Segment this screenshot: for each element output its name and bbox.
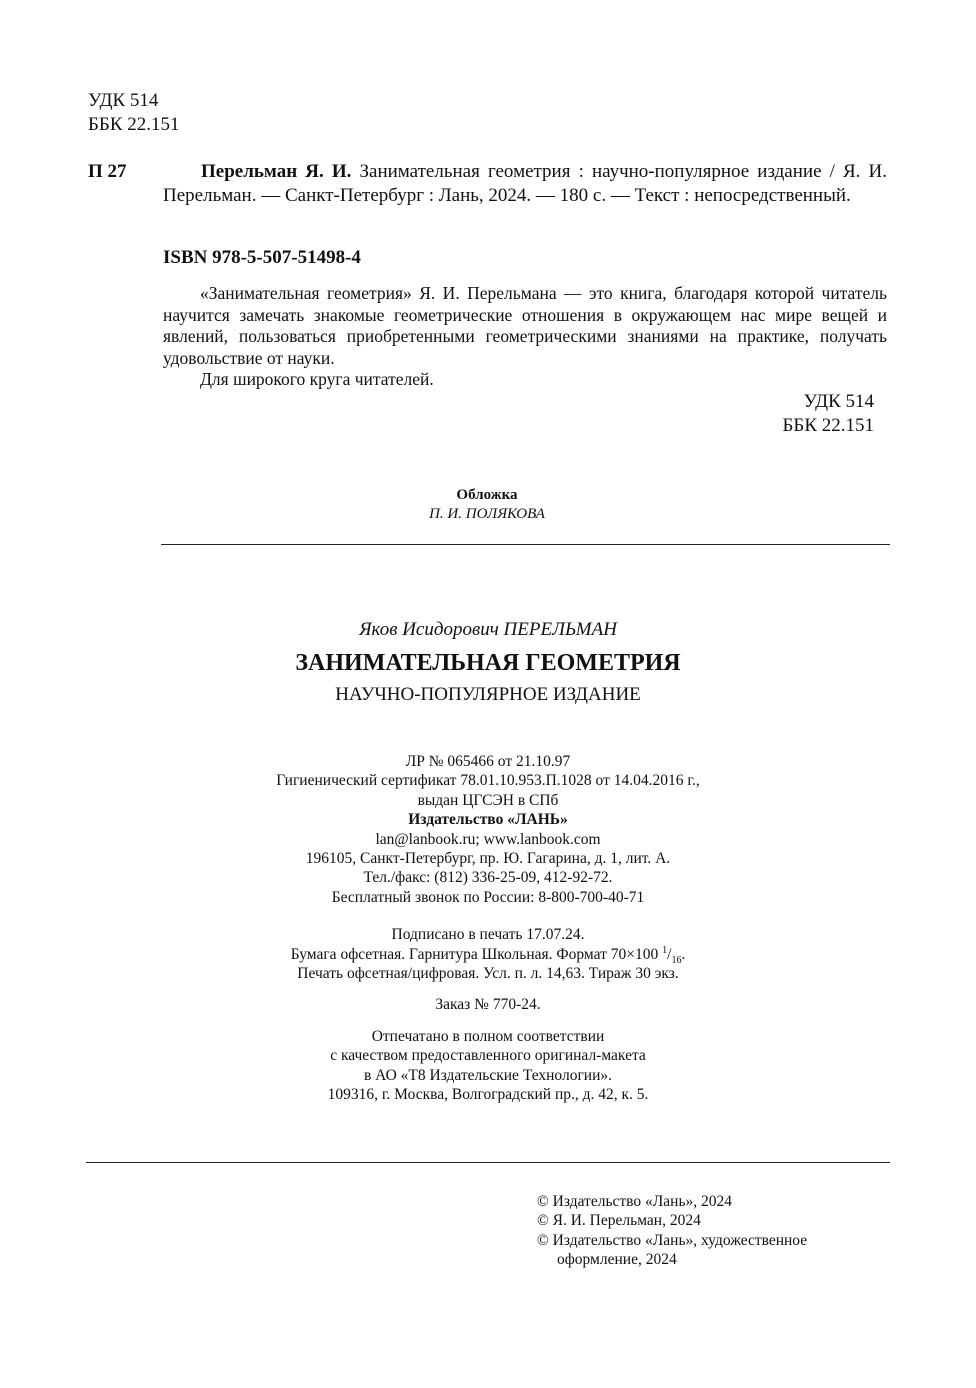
order-line: Заказ № 770-24.	[435, 996, 541, 1014]
printed-line-4: 109316, г. Москва, Волгоградский пр., д. 42, к. 5.	[327, 1086, 649, 1104]
record-description: Занимательная геометрия : научно-популярное издание / Я. И. Перельман. — Санкт-Петербург : Лань, 2024. — 180 с. — Текст : непосредственный.	[163, 161, 887, 206]
bibliographic-record	[163, 160, 887, 208]
cover-credit-name: П. И. ПОЛЯКОВА	[429, 506, 545, 522]
isbn: ISBN 978-5-507-51498-4	[163, 247, 361, 268]
divider-bottom	[86, 1162, 890, 1163]
copyright-line-3: © Издательство «Лань», художественное	[537, 1231, 808, 1249]
book-title: ЗАНИМАТЕЛЬНАЯ ГЕОМЕТРИЯ	[295, 650, 681, 676]
certificate-issuer-line: выдан ЦГСЭН в СПб	[417, 791, 559, 809]
annotation	[163, 283, 887, 391]
bbk-code: ББК 22.151	[88, 114, 180, 135]
publisher-phone: Тел./факс: (812) 336-25-09, 412-92-72.	[363, 869, 613, 887]
publisher-contacts: lan@lanbook.ru; www.lanbook.com	[375, 830, 601, 848]
udk-code: УДК 514	[88, 90, 159, 111]
cover-credit-title: Обложка	[456, 487, 518, 503]
author-sign: П 27	[88, 161, 127, 182]
paper-line: Бумага офсетная. Гарнитура Школьная. Формат 70×100 $^1/_{16}$.	[290, 944, 686, 966]
publisher-address: 196105, Санкт-Петербург, пр. Ю. Гагарина, д. 1, лит. А.	[305, 850, 671, 868]
copyright-block	[537, 1192, 807, 1270]
book-author: Яков Исидорович ПЕРЕЛЬМАН	[359, 619, 617, 640]
free-call-line: Бесплатный звонок по России: 8-800-700-40-71	[331, 888, 645, 906]
copyright-line-4: оформление, 2024	[557, 1251, 677, 1269]
printed-line-1: Отпечатано в полном соответствии	[371, 1027, 605, 1045]
imprint-block	[90, 752, 886, 1105]
certificate-line: Гигиенический сертификат 78.01.10.953.П.1028 от 14.04.2016 г.,	[276, 772, 700, 790]
divider-top	[161, 544, 890, 545]
record-author: Перельман Я. И.	[201, 161, 352, 182]
cover-credit	[163, 486, 811, 524]
audience-text: Для широкого круга читателей.	[200, 369, 434, 389]
printed-line-2: с качеством предоставленного оригинал-макета	[330, 1047, 646, 1065]
udk-index: УДК 514	[803, 391, 874, 412]
bbk-index: ББК 22.151	[782, 415, 874, 436]
udk-bbk-header	[88, 89, 180, 137]
book-subtitle: НАУЧНО-ПОПУЛЯРНОЕ ИЗДАНИЕ	[335, 684, 641, 705]
copyright-line-1: © Издательство «Лань», 2024	[537, 1193, 733, 1210]
license-line: ЛР № 065466 от 21.10.97	[405, 753, 571, 770]
printed-line-3: в АО «T8 Издательские Технологии».	[363, 1066, 613, 1084]
publisher-name: Издательство «ЛАНЬ»	[408, 811, 568, 829]
annotation-text: «Занимательная геометрия» Я. И. Перельмана — это книга, благодаря которой читатель научится замечать знакомые геометрические отношения в окружающем нас мире вещей и явлений, пользоваться приобретенными геометрическими знаниями на практике, получать удовольствие от науки.	[163, 283, 887, 368]
udk-bbk-index	[760, 390, 874, 438]
copyright-line-2: © Я. И. Перельман, 2024	[537, 1212, 701, 1230]
printing-line: Печать офсетная/цифровая. Усл. п. л. 14,63. Тираж 30 экз.	[297, 965, 679, 983]
signed-line: Подписано в печать 17.07.24.	[391, 926, 585, 944]
